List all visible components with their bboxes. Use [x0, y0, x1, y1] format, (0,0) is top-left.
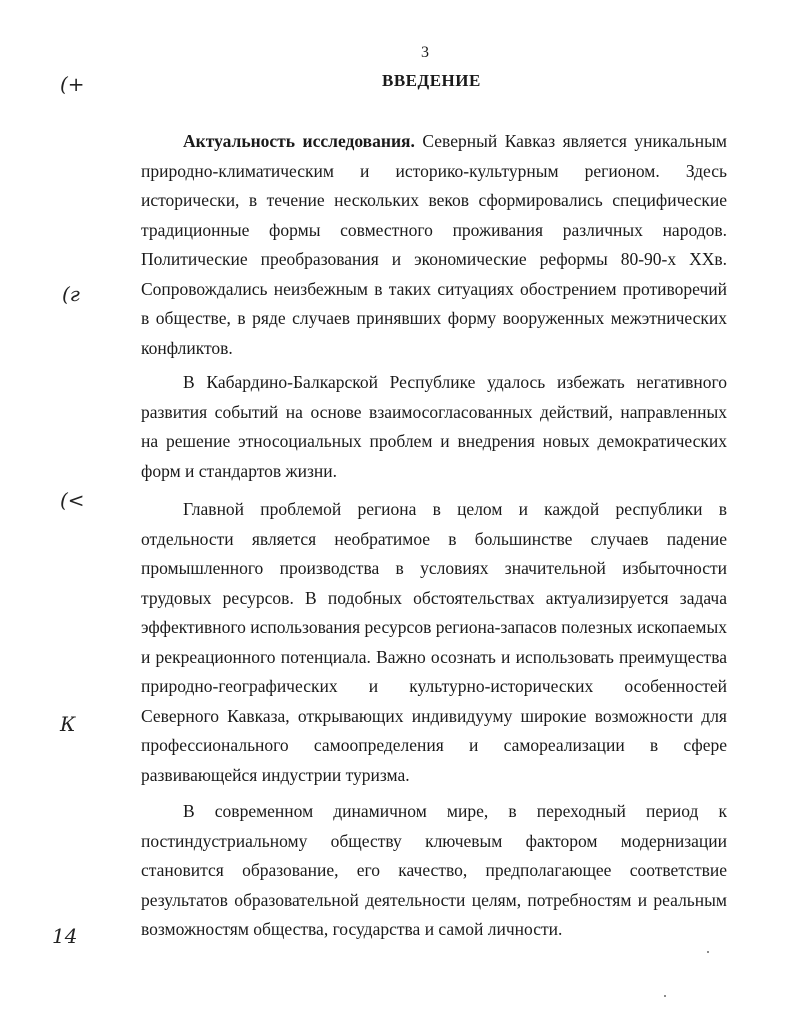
scan-speck [664, 995, 666, 997]
scan-speck [707, 951, 709, 953]
margin-handwritten-mark: К [60, 712, 76, 736]
paragraph-modern-world: В современном динамичном мире, в переходный период к постиндустриальному обществу ключевым фактором модернизации становится образование, его качество, предполагающее соответствие результатов образовательной деятельности целям, потребностям и реальным возможностям общества, государства и самой личности. [141, 801, 727, 939]
margin-handwritten-mark: (+ [60, 72, 85, 96]
paragraph-main-problem: Главной проблемой региона в целом и каждой республики в отдельности является необратимое в большинстве случаев падение промышленного производства в условиях значительной избыточности трудовых ресурсов. В подобных обстоятельствах актуализируется задача эффективного использования ресурсов региона-запасов полезных ископаемых и рекреационного потенциала. Важно осознать и использовать преимущества природно-географических и культурно-исторических особенностей Северного Кавказа, открывающих индивидууму широкие возможности для профессионального самоопределения и самореализации в сфере развивающейся индустрии туризма. [141, 499, 727, 785]
paragraph-text: Северный Кавказ является уникальным природно-климатическим и историко-культурным регионом. Здесь исторически, в течение нескольких веков сформировались специфические традиционные формы совместного проживания различных народов. Политические преобразования и экономические реформы 80-90-х XXв. Сопровождались неизбежным в таких ситуациях обострением противоречий в обществе, в ряде случаев принявших форму вооруженных межэтнических конфликтов. [141, 131, 727, 358]
paragraph-lead: Актуальность исследования. [183, 131, 415, 151]
margin-handwritten-mark: (< [60, 488, 85, 512]
page-title: ВВЕДЕНИЕ [382, 71, 481, 90]
paragraph-kbr: В Кабардино-Балкарской Республике удалось избежать негативного развития событий на основе взаимосогласованных действий, направленных на решение этносоциальных проблем и внедрения новых демократических форм и стандартов жизни. [141, 372, 727, 481]
page-number: 3 [421, 44, 429, 61]
margin-handwritten-mark: (г [62, 282, 80, 306]
paragraph-relevance [141, 127, 727, 363]
margin-handwritten-mark: 14 [52, 924, 78, 948]
